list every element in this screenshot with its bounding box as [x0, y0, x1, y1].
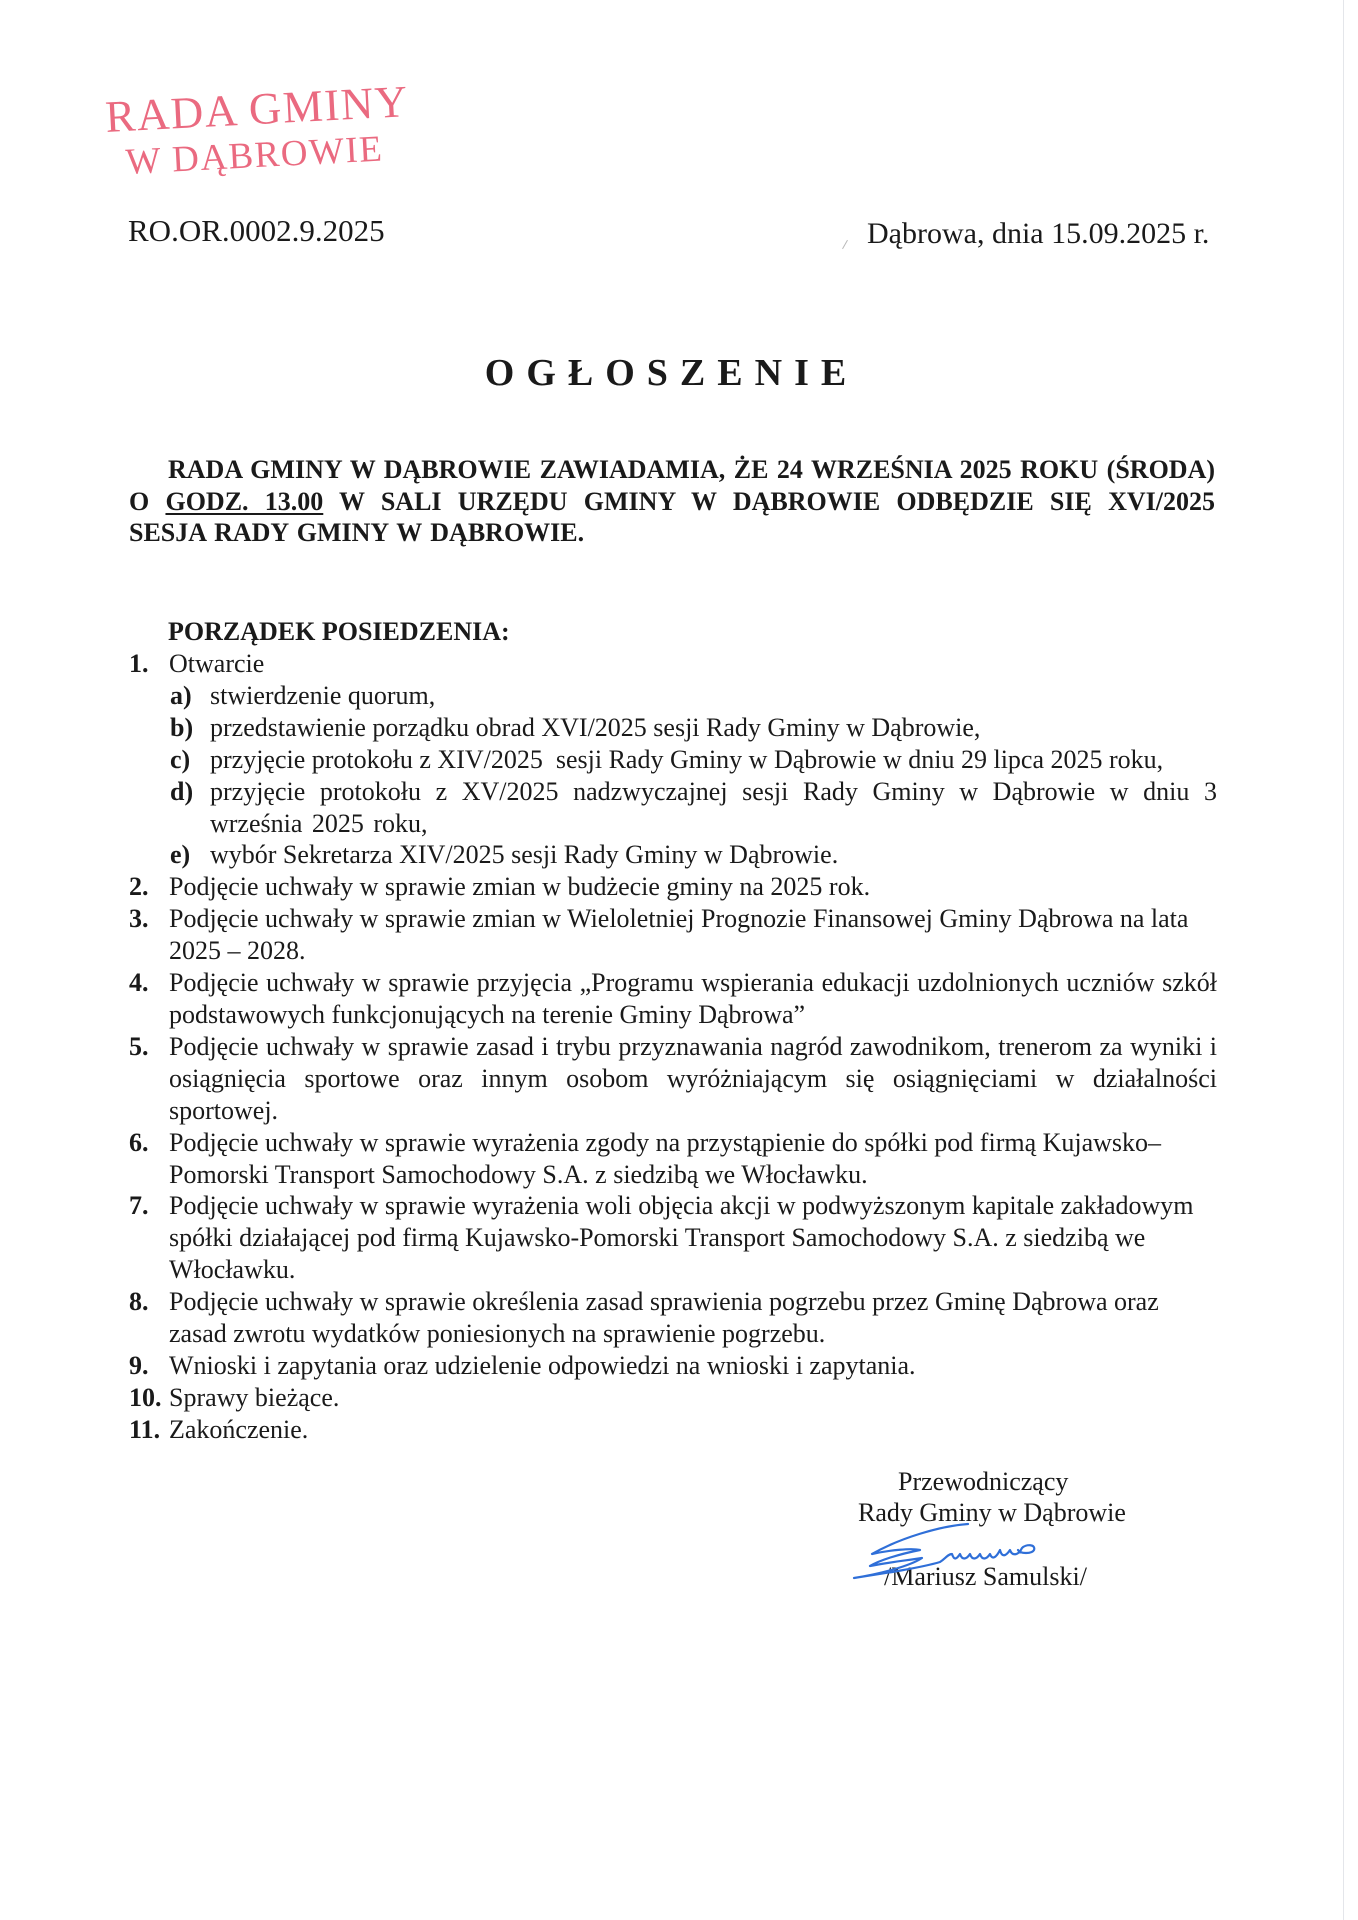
agenda-item-number: 11.: [129, 1414, 161, 1444]
agenda-item-number: 7.: [129, 1191, 149, 1221]
subitem-text: przedstawienie porządku obrad XVI/2025 sesji Rady Gminy w Dąbrowie,: [210, 712, 981, 742]
agenda-item-number: 2.: [129, 872, 149, 902]
agenda-subitem: [169, 680, 1217, 712]
place-and-date: Dąbrowa, dnia 15.09.2025 r.: [867, 217, 1210, 250]
stamp-line-2: W DĄBROWIE: [124, 128, 385, 183]
agenda-item-text: Podjęcie uchwały w sprawie wyrażenia zgody na przystąpienie do spółki pod firmą Kujawsko–Pomorski Transport Samochodowy S.A. z siedzibą we Włocławku.: [169, 1127, 1162, 1189]
agenda-item: [129, 1350, 1217, 1382]
subitem-text: przyjęcie protokołu z XV/2025 nadzwyczajnej sesji Rady Gminy w Dąbrowie w dniu 3 września 2025 roku,: [210, 776, 1217, 838]
handwritten-signature: [850, 1510, 1060, 1585]
agenda-subitems: [169, 680, 1217, 871]
signature-stroke: [854, 1524, 1034, 1578]
council-stamp: [104, 76, 412, 186]
agenda-item-number: 5.: [129, 1031, 149, 1061]
subitem-text: przyjęcie protokołu z XIV/2025 sesji Rady Gminy w Dąbrowie w dniu 29 lipca 2025 roku,: [210, 744, 1164, 774]
agenda-item-text: Sprawy bieżące.: [169, 1382, 340, 1412]
reference-number: RO.OR.0002.9.2025: [128, 213, 385, 248]
pen-mark: [842, 240, 848, 249]
signatory-role: Przewodniczący: [898, 1467, 1069, 1496]
agenda-item-text: Wnioski i zapytania oraz udzielenie odpowiedzi na wnioski i zapytania.: [169, 1350, 916, 1380]
agenda-item-number: 9.: [129, 1350, 149, 1380]
subitem-letter: b): [170, 712, 194, 742]
agenda-item-text: Podjęcie uchwały w sprawie zmian w budżecie gminy na 2025 rok.: [169, 872, 871, 902]
document-title: OGŁOSZENIE: [484, 352, 859, 394]
subitem-text: wybór Sekretarza XIV/2025 sesji Rady Gminy w Dąbrowie.: [210, 840, 839, 870]
agenda-item-number: 10.: [129, 1382, 162, 1412]
subitem-letter: d): [170, 776, 194, 806]
signatory-body: Rady Gminy w Dąbrowie: [858, 1498, 1126, 1527]
agenda-item: [129, 871, 1217, 903]
agenda-subitem: [169, 712, 1217, 744]
announcement-text-1: RADA GMINY W DĄBROWIE ZAWIADAMIA, ŻE 24 WRZEŚNIA 2025 ROKU (ŚRODA) O: [129, 455, 1215, 516]
agenda-heading: PORZĄDEK POSIEDZENIA:: [168, 617, 510, 646]
subitem-text: stwierdzenie quorum,: [210, 680, 436, 710]
announcement-paragraph: [129, 454, 1215, 549]
agenda-item-text: Otwarcie: [169, 649, 265, 678]
agenda-item-number: 8.: [129, 1287, 149, 1317]
agenda-item-text: Podjęcie uchwały w sprawie zasad i trybu przyznawania nagród zawodnikom, trenerom za wyniki i osiągnięcia sportowe oraz innym osobom wyróżniającym się osiągnięciami w działalności sportowej.: [169, 1031, 1217, 1125]
agenda-item-number: 4.: [129, 968, 149, 998]
agenda-item: [129, 1127, 1217, 1191]
signatory-name: /Mariusz Samulski/: [884, 1562, 1087, 1591]
stamp-line-1: RADA GMINY: [104, 76, 410, 142]
agenda-item-text: Zakończenie.: [169, 1414, 309, 1444]
agenda-item-number: 1.: [129, 649, 149, 678]
agenda-item: [129, 1382, 1217, 1414]
agenda-subitem: [169, 744, 1217, 776]
subitem-letter: e): [170, 840, 191, 870]
agenda-item: [129, 1286, 1217, 1350]
agenda-subitem: [169, 839, 1217, 871]
agenda-subitem: [169, 776, 1217, 840]
page-edge-line: [1343, 0, 1344, 1920]
agenda-item: [129, 1031, 1217, 1127]
agenda-item-text: Podjęcie uchwały w sprawie przyjęcia „Programu wspierania edukacji uzdolnionych uczniów szkół podstawowych funkcjonujących na terenie Gminy Dąbrowa”: [169, 968, 1217, 1029]
agenda-item-text: Podjęcie uchwały w sprawie zmian w Wieloletniej Prognozie Finansowej Gminy Dąbrowa na lata 2025 – 2028.: [169, 904, 1189, 966]
agenda-item: [129, 903, 1217, 967]
agenda-item-text: Podjęcie uchwały w sprawie wyrażenia woli objęcia akcji w podwyższonym kapitale zakładowym spółki działającej pod firmą Kujawsko-Pomorski Transport Samochodowy S.A. z siedzibą we Włocławku.: [169, 1191, 1194, 1285]
agenda-item: [129, 648, 1217, 871]
meeting-time: GODZ. 13.00: [165, 486, 324, 516]
subitem-letter: c): [170, 744, 191, 774]
agenda-item: [129, 967, 1217, 1031]
agenda-list: [129, 648, 1217, 1446]
agenda-item-text: Podjęcie uchwały w sprawie określenia zasad sprawienia pogrzebu przez Gminę Dąbrowa oraz zasad zwrotu wydatków poniesionych na sprawienie pogrzebu.: [169, 1287, 1159, 1349]
agenda-item-number: 6.: [129, 1127, 149, 1157]
agenda-item: [129, 1414, 1217, 1446]
announcement-text-2: W SALI URZĘDU GMINY W DĄBROWIE ODBĘDZIE SIĘ XVI/2025 SESJA RADY GMINY W DĄBROWIE.: [129, 486, 1215, 547]
agenda-item-number: 3.: [129, 904, 149, 934]
agenda-item: [129, 1190, 1217, 1286]
subitem-letter: a): [170, 680, 192, 710]
